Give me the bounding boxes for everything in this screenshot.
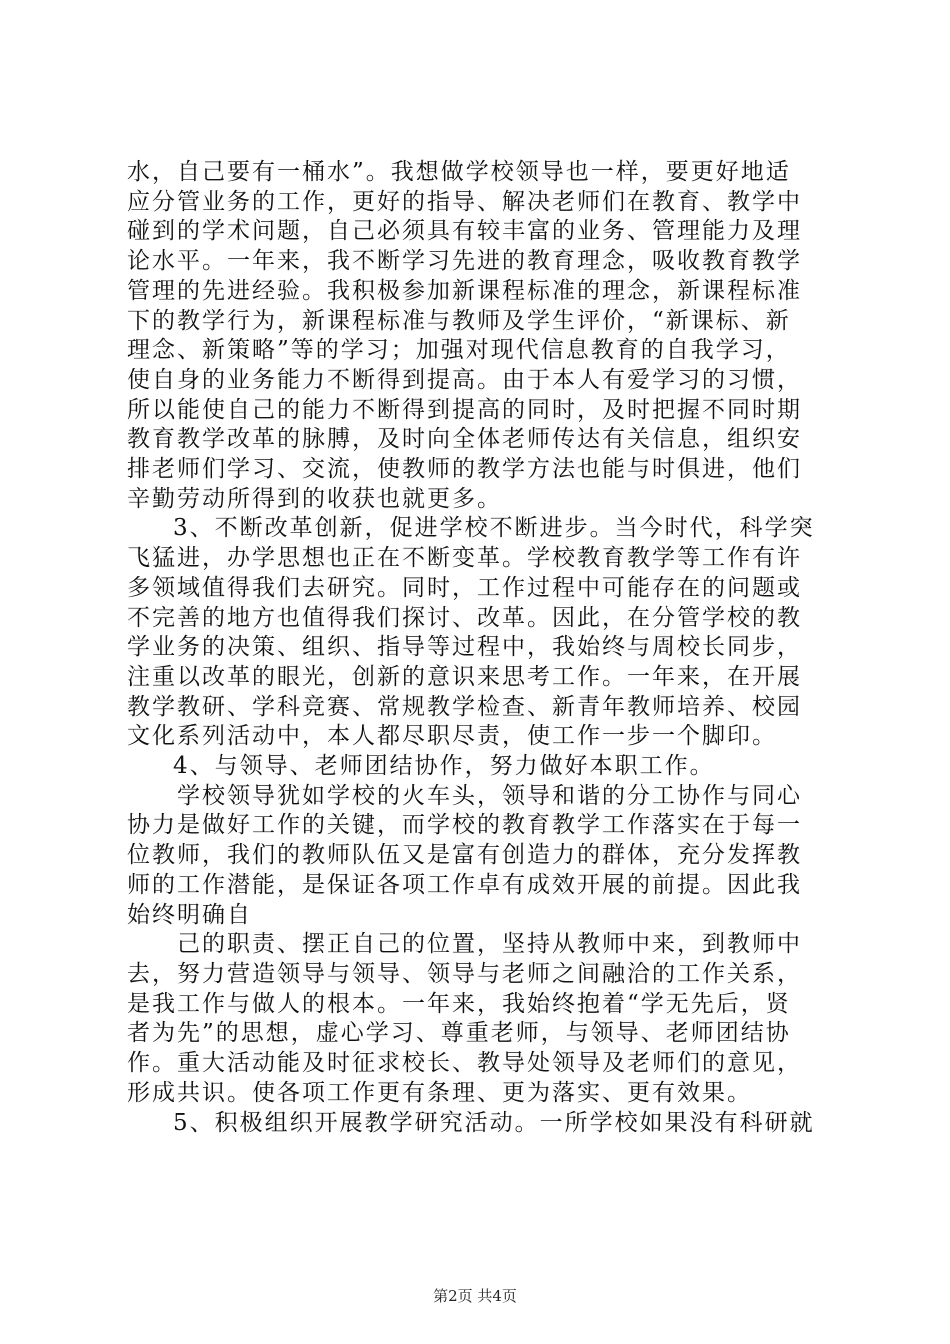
text-line: 协力是做好工作的关键，而学校的教育教学工作落实在于每一 [127,812,802,839]
text-line: 飞猛进，办学思想也正在不断变革。学校教育教学等工作有许 [127,545,802,572]
text-line: 教学教研、学科竞赛、常规教学检查、新青年教师培养、校园 [127,693,802,720]
text-line: 管理的先进经验。我积极参加新课程标准的理念，新课程标准 [127,277,802,304]
page-number: 第2页 共4页 [433,1287,517,1305]
text-line: 理念、新策略”等的学习；加强对现代信息教育的自我学习， [127,337,791,364]
text-line: 者为先”的思想，虚心学习、尊重老师，与领导、老师团结协 [127,1020,791,1047]
text-line: 位教师，我们的教师队伍又是富有创造力的群体，充分发挥教 [127,842,802,869]
paragraph-heading: 5、积极组织开展教学研究活动。一所学校如果没有科研就 [173,1109,815,1136]
text-line: 作。重大活动能及时征求校长、教导处领导及老师们的意见， [127,1050,802,1077]
text-line: 论水平。一年来，我不断学习先进的教育理念，吸收教育教学 [127,248,802,275]
text-line: 排老师们学习、交流，使教师的教学方法也能与时俱进，他们 [127,456,802,483]
text-line: 注重以改革的眼光，创新的意识来思考工作。一年来，在开展 [127,663,802,690]
text-line: 形成共识。使各项工作更有条理、更为落实、更有效果。 [127,1079,752,1106]
page-footer [0,1285,950,1306]
text-line: 辛勤劳动所得到的收获也就更多。 [127,485,502,512]
text-line: 是我工作与做人的根本。一年来，我始终抱着“学无先后，贤 [127,990,791,1017]
text-line: 应分管业务的工作，更好的指导、解决老师们在教育、教学中 [127,188,802,215]
text-line: 学校领导犹如学校的火车头，领导和谐的分工协作与同心 [177,782,802,809]
text-line: 文化系列活动中，本人都尽职尽责，使工作一步一个脚印。 [127,723,777,750]
paragraph-heading: 4、与领导、老师团结协作，努力做好本职工作。 [173,753,715,780]
text-line: 多领域值得我们去研究。同时，工作过程中可能存在的问题或 [127,574,802,601]
paragraph-heading: 3、不断改革创新，促进学校不断进步。当今时代，科学突 [173,515,815,542]
text-line: 学业务的决策、组织、指导等过程中，我始终与周校长同步， [127,634,802,661]
text-line: 下的教学行为，新课程标准与教师及学生评价，“新课标、新 [127,307,791,334]
text-line: 己的职责、摆正自己的位置，坚持从教师中来，到教师中 [177,931,802,958]
text-line: 水，自己要有一桶水”。我想做学校领导也一样，要更好地适 [127,159,791,185]
text-line: 所以能使自己的能力不断得到提高的同时，及时把握不同时期 [127,396,802,423]
text-line: 教育教学改革的脉膊，及时向全体老师传达有关信息，组织安 [127,426,802,453]
text-line: 去，努力营造领导与领导、领导与老师之间融洽的工作关系， [127,960,802,987]
text-line: 师的工作潜能，是保证各项工作卓有成效开展的前提。因此我 [127,871,802,898]
text-line: 不完善的地方也值得我们探讨、改革。因此，在分管学校的教 [127,604,802,631]
document-body [127,158,827,1138]
text-line: 使自身的业务能力不断得到提高。由于本人有爱学习的习惯， [127,366,802,393]
text-line: 始终明确自 [127,901,252,928]
text-line: 碰到的学术问题，自己必须具有较丰富的业务、管理能力及理 [127,218,802,245]
